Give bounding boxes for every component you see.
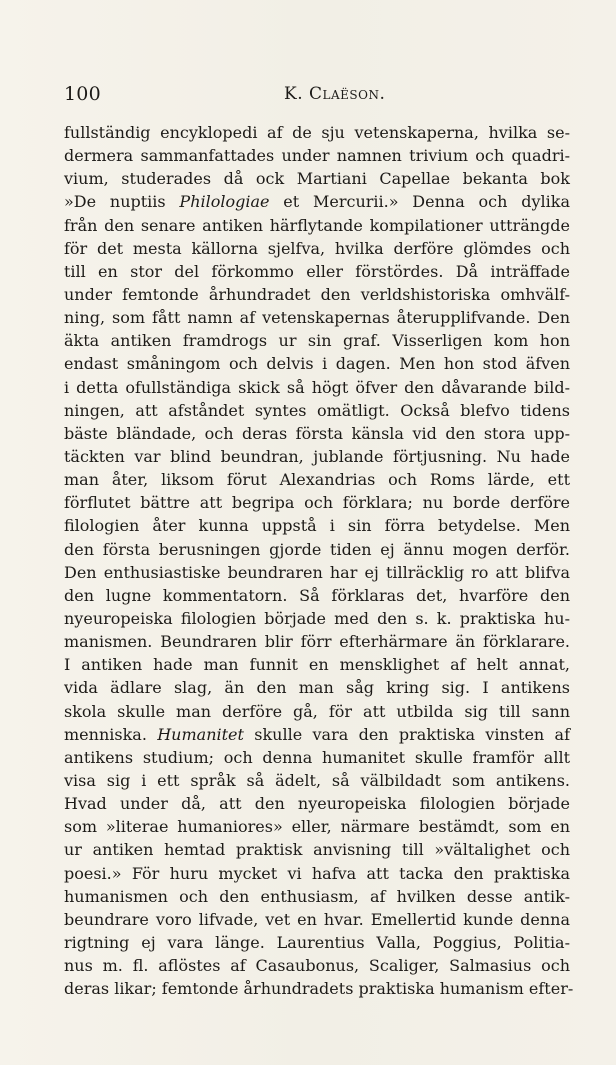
- text-run: Den enthusiastiske beundraren har ej tillräcklig ro att blifva: [64, 562, 570, 582]
- text-line: [64, 329, 570, 352]
- text-line: [64, 514, 570, 537]
- text-run: från den senare antiken härflytande kompilationer utträngde: [64, 215, 570, 235]
- text-line: [64, 607, 570, 630]
- text-line: [64, 908, 570, 931]
- text-run: poesi.» För huru mycket vi hafva att tacka den praktiska: [64, 863, 570, 883]
- text-line: [64, 769, 570, 792]
- text-run: man åter, liksom förut Alexandrias och Roms lärde, ett: [64, 470, 570, 490]
- text-run: beundrare voro lifvade, vet en hvar. Emellertid kunde denna: [64, 909, 570, 929]
- text-line: [64, 954, 570, 977]
- text-run: den lugne kommentatorn. Så förklaras det, hvarföre den: [64, 585, 570, 605]
- text-run: förflutet bättre att begripa och förklara; nu borde derföre: [64, 493, 570, 513]
- italic-text: Humanitet: [157, 724, 244, 744]
- text-line: [64, 352, 570, 375]
- italic-text: Philologiae: [179, 192, 270, 212]
- text-run: I antiken hade man funnit en mensklighet af helt annat,: [64, 655, 570, 675]
- text-run: vida ädlare slag, än den man såg kring sig. I antikens: [64, 678, 570, 698]
- text-line: [64, 653, 570, 676]
- text-run: visa sig i ett språk så ädelt, så välbildadt som antikens.: [64, 770, 570, 790]
- text-run: antikens studium; och denna humanitet skulle framför allt: [64, 747, 570, 767]
- text-run: endast småningom och delvis i dagen. Men hon stod äfven: [64, 354, 570, 374]
- text-line: [64, 723, 570, 746]
- text-run: skulle vara den praktiska vinsten af: [243, 724, 570, 744]
- text-run: i detta ofullständiga skick så högt öfver den dåvarande bild-: [64, 377, 570, 397]
- text-line: [64, 306, 570, 329]
- text-line: [64, 931, 570, 954]
- text-run: för det mesta källorna sjelfva, hvilka derföre glömdes och: [64, 238, 570, 258]
- text-run: skola skulle man derföre gå, för att utbilda sig till sann: [64, 701, 570, 721]
- text-line: [64, 630, 570, 653]
- text-run: deras likar; femtonde århundradets praktiska humanism efter-: [64, 979, 574, 999]
- text-line: [64, 885, 570, 908]
- text-run: manismen. Beundraren blir förr efterhärmare än förklarare.: [64, 632, 570, 652]
- text-line: [64, 399, 570, 422]
- body-text: [64, 121, 574, 1000]
- text-line: [64, 815, 570, 838]
- text-run: äkta antiken framdrogs ur sin graf. Visserligen kom hon: [64, 331, 570, 351]
- text-line: [64, 144, 570, 167]
- text-run: ningen, att afståndet syntes omätligt. Också blefvo tidens: [64, 400, 570, 420]
- text-run: »De nuptiis: [64, 192, 180, 212]
- text-line: [64, 445, 570, 468]
- text-line: [64, 167, 570, 190]
- text-line: [64, 561, 570, 584]
- text-run: dermera sammanfattades under namnen trivium och quadri-: [64, 146, 570, 166]
- text-run: bäste bländade, och deras första känsla vid den stora upp-: [64, 423, 570, 443]
- text-line: [64, 422, 570, 445]
- text-line: [64, 584, 570, 607]
- text-run: menniska.: [64, 724, 158, 744]
- text-run: ur antiken hemtad praktisk anvisning till »vältalighet och: [64, 840, 570, 860]
- text-line: [64, 190, 570, 213]
- text-run: humanismen och den enthusiasm, af hvilken desse antik-: [64, 886, 570, 906]
- text-run: filologien åter kunna uppstå i sin förra betydelse. Men: [64, 516, 570, 536]
- text-line: [64, 862, 570, 885]
- text-run: nus m. fl. aflöstes af Casaubonus, Scaliger, Salmasius och: [64, 956, 570, 976]
- text-run: Hvad under då, att den nyeuropeiska filologien började: [64, 794, 570, 814]
- text-line: [64, 838, 570, 861]
- text-run: nyeuropeiska filologien började med den s. k. praktiska hu-: [64, 608, 570, 628]
- text-line: [64, 676, 570, 699]
- text-run: ning, som fått namn af vetenskapernas återupplifvande. Den: [64, 308, 570, 328]
- text-line: [64, 214, 570, 237]
- text-line: [64, 376, 570, 399]
- text-line: [64, 746, 570, 769]
- text-line: [64, 977, 574, 1000]
- text-run: rigtning ej vara länge. Laurentius Valla, Poggius, Politia-: [64, 932, 570, 952]
- running-head: K. Claëson.: [284, 84, 386, 104]
- text-line: [64, 792, 570, 815]
- page-number: 100: [64, 83, 101, 105]
- text-run: den första berusningen gjorde tiden ej ännu mogen derför.: [64, 539, 570, 559]
- page-header: [64, 79, 564, 109]
- text-line: [64, 237, 570, 260]
- text-run: som »literae humaniores» eller, närmare bestämdt, som en: [64, 817, 570, 837]
- text-line: [64, 260, 570, 283]
- text-line: [64, 468, 570, 491]
- text-run: till en stor del förkommo eller förstördes. Då inträffade: [64, 261, 570, 281]
- text-line: [64, 700, 570, 723]
- text-run: fullständig encyklopedi af de sju vetenskaperna, hvilka se-: [64, 123, 570, 142]
- text-run: täckten var blind beundran, jublande förtjusning. Nu hade: [64, 446, 570, 466]
- text-run: under femtonde århundradet den verldshistoriska omhvälf-: [64, 284, 570, 304]
- text-line: [64, 538, 570, 561]
- text-line: [64, 121, 570, 144]
- text-run: et Mercurii.» Denna och dylika: [269, 192, 571, 212]
- text-line: [64, 491, 570, 514]
- text-run: vium, studerades då ock Martiani Capellae bekanta bok: [64, 169, 570, 189]
- text-line: [64, 283, 570, 306]
